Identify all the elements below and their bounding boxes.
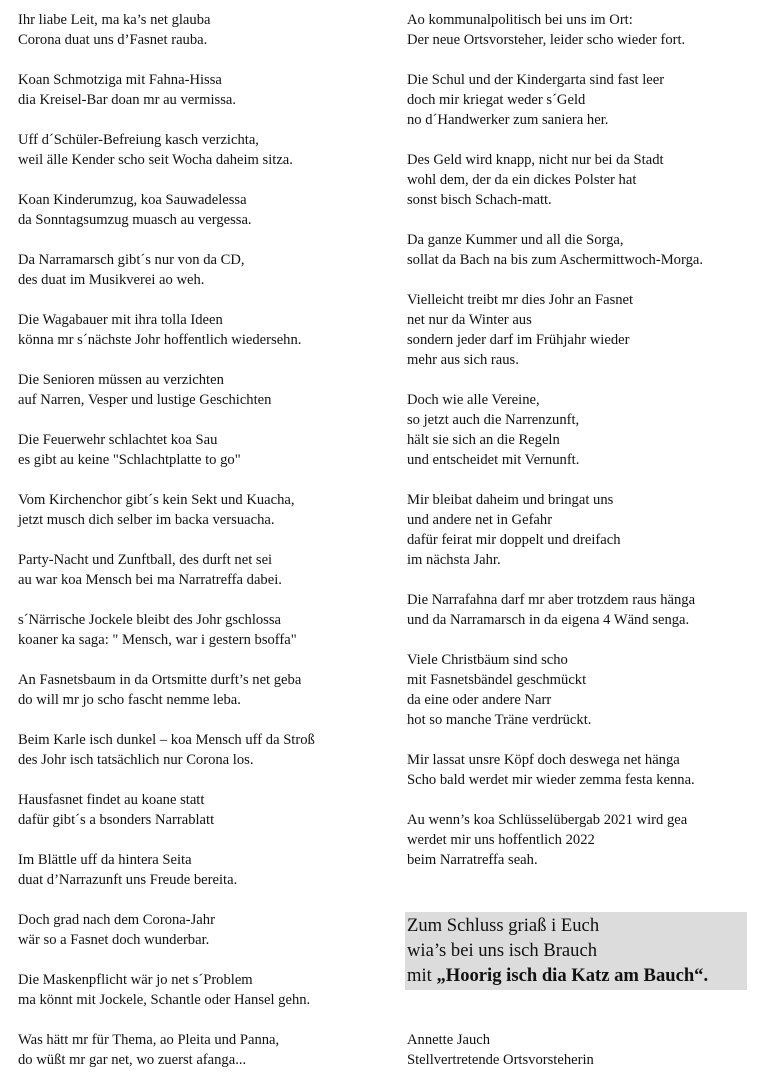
stanza <box>18 10 388 50</box>
stanza <box>18 310 388 350</box>
verse-line: Des Geld wird knapp, nicht nur bei da Stadt <box>407 152 664 168</box>
verse-line: Da ganze Kummer und all die Sorga, <box>407 232 624 248</box>
verse-line: jetzt musch dich selber im backa versuacha. <box>18 512 275 528</box>
verse-line: hält sie sich an die Regeln <box>407 432 560 448</box>
signature-title: Stellvertretende Ortsvorsteherin <box>407 1052 594 1068</box>
stanza <box>18 370 388 410</box>
verse-line: s´Närrische Jockele bleibt des Johr gschlossa <box>18 612 282 628</box>
verse-line: Doch grad nach dem Corona-Jahr <box>18 912 215 928</box>
stanza <box>18 250 388 290</box>
stanza <box>18 850 388 890</box>
verse-line: Mir bleibat daheim und bringat uns <box>407 492 614 508</box>
stanza <box>18 670 388 710</box>
verse-line: dafür gibt´s a bsonders Narrablatt <box>18 812 215 828</box>
verse-line: des Johr isch tatsächlich nur Corona los. <box>18 752 254 768</box>
right-column <box>407 10 769 890</box>
verse-line: koaner ka saga: " Mensch, war i gestern bsoffa" <box>18 632 297 648</box>
verse-line: und da Narramarsch in da eigena 4 Wänd senga. <box>407 612 690 628</box>
verse-line: sollat da Bach na bis zum Aschermittwoch-Morga. <box>407 252 704 268</box>
verse-line: do wüßt mr gar net, wo zuerst afanga... <box>18 1052 247 1068</box>
closing-line: wia’s bei uns isch Brauch <box>407 940 598 961</box>
verse-line: Au wenn’s koa Schlüsselübergab 2021 wird gea <box>407 812 688 828</box>
stanza <box>18 130 388 170</box>
verse-line: Party-Nacht und Zunftball, des durft net sei <box>18 552 273 568</box>
verse-line: no d´Handwerker zum saniera her. <box>407 112 609 128</box>
verse-line: Scho bald werdet mir wieder zemma festa kenna. <box>407 772 695 788</box>
verse-line: Da Narramarsch gibt´s nur von da CD, <box>18 252 245 268</box>
verse-line: auf Narren, Vesper und lustige Geschichten <box>18 392 272 408</box>
stanza <box>407 70 769 130</box>
closing-motto: „Hoorig isch dia Katz am Bauch“. <box>436 965 709 986</box>
verse-line: weil älle Kender scho seit Wocha daheim sitza. <box>18 152 293 168</box>
verse-line: Vielleicht treibt mr dies Johr an Fasnet <box>407 292 634 308</box>
verse-line: doch mir kriegat weder s´Geld <box>407 92 586 108</box>
verse-line: Beim Karle isch dunkel – koa Mensch uff da Stroß <box>18 732 315 748</box>
verse-line: mit Fasnetsbändel geschmückt <box>407 672 587 688</box>
verse-line: hot so manche Träne verdrückt. <box>407 712 592 728</box>
verse-line: Koan Schmotziga mit Fahna-Hissa <box>18 72 222 88</box>
closing-prefix: mit <box>407 965 437 986</box>
verse-line: Die Schul und der Kindergarta sind fast leer <box>407 72 665 88</box>
stanza <box>407 490 769 570</box>
stanza <box>407 290 769 370</box>
signature-block <box>407 1030 594 1070</box>
verse-line: des duat im Musikverei ao weh. <box>18 272 205 288</box>
verse-line: Was hätt mr für Thema, ao Pleita und Panna, <box>18 1032 280 1048</box>
verse-line: wär so a Fasnet doch wunderbar. <box>18 932 210 948</box>
stanza <box>18 70 388 110</box>
stanza <box>407 390 769 470</box>
stanza <box>18 970 388 1010</box>
stanza <box>407 230 769 270</box>
verse-line: Vom Kirchenchor gibt´s kein Sekt und Kuacha, <box>18 492 295 508</box>
verse-line: Ihr liabe Leit, ma ka’s net glauba <box>18 12 211 28</box>
verse-line: könna mr s´nächste Johr hoffentlich wiedersehn. <box>18 332 302 348</box>
verse-line: Die Feuerwehr schlachtet koa Sau <box>18 432 218 448</box>
verse-line: Corona duat uns d’Fasnet rauba. <box>18 32 208 48</box>
verse-line: do will mr jo scho fascht nemme leba. <box>18 692 241 708</box>
verse-line: Die Wagabauer mit ihra tolla Ideen <box>18 312 223 328</box>
stanza <box>407 10 769 50</box>
left-column <box>18 10 388 1090</box>
verse-line: Viele Christbäum sind scho <box>407 652 568 668</box>
stanza <box>407 750 769 790</box>
verse-line: au war koa Mensch bei ma Narratreffa dabei. <box>18 572 282 588</box>
stanza <box>18 190 388 230</box>
closing-line: Zum Schluss griaß i Euch <box>407 915 600 936</box>
verse-line: sondern jeder darf im Frühjahr wieder <box>407 332 630 348</box>
verse-line: und andere net in Gefahr <box>407 512 553 528</box>
stanza <box>18 550 388 590</box>
stanza <box>407 590 769 630</box>
stanza <box>18 490 388 530</box>
verse-line: Der neue Ortsvorsteher, leider scho wieder fort. <box>407 32 686 48</box>
verse-line: Mir lassat unsre Köpf doch deswega net hänga <box>407 752 680 768</box>
stanza <box>407 650 769 730</box>
verse-line: Hausfasnet findet au koane statt <box>18 792 205 808</box>
verse-line: net nur da Winter aus <box>407 312 532 328</box>
verse-line: An Fasnetsbaum in da Ortsmitte durft’s net geba <box>18 672 302 688</box>
verse-line: ma könnt mit Jockele, Schantle oder Hansel gehn. <box>18 992 311 1008</box>
verse-line: Uff d´Schüler-Befreiung kasch verzichta, <box>18 132 259 148</box>
verse-line: Die Maskenpflicht wär jo net s´Problem <box>18 972 253 988</box>
stanza <box>18 610 388 650</box>
verse-line: sonst bisch Schach-matt. <box>407 192 552 208</box>
verse-line: es gibt au keine "Schlachtplatte to go" <box>18 452 241 468</box>
verse-line: Koan Kinderumzug, koa Sauwadelessa <box>18 192 247 208</box>
stanza <box>407 150 769 210</box>
verse-line: und entscheidet mit Vernunft. <box>407 452 580 468</box>
verse-line: dafür feirat mir doppelt und dreifach <box>407 532 621 548</box>
verse-line: da eine oder andere Narr <box>407 692 552 708</box>
stanza <box>18 430 388 470</box>
verse-line: dia Kreisel-Bar doan mr au vermissa. <box>18 92 237 108</box>
signature-name: Annette Jauch <box>407 1032 491 1048</box>
verse-line: Im Blättle uff da hintera Seita <box>18 852 192 868</box>
verse-line: werdet mir uns hoffentlich 2022 <box>407 832 595 848</box>
closing-line <box>407 963 747 988</box>
stanza <box>18 910 388 950</box>
verse-line: Ao kommunalpolitisch bei uns im Ort: <box>407 12 633 28</box>
verse-line: mehr aus sich raus. <box>407 352 519 368</box>
verse-line: Die Narrafahna darf mr aber trotzdem raus hänga <box>407 592 696 608</box>
verse-line: Die Senioren müssen au verzichten <box>18 372 224 388</box>
verse-line: im nächsta Jahr. <box>407 552 501 568</box>
verse-line: duat d’Narrazunft uns Freude bereita. <box>18 872 238 888</box>
verse-line: wohl dem, der da ein dickes Polster hat <box>407 172 637 188</box>
verse-line: Doch wie alle Vereine, <box>407 392 540 408</box>
closing-highlight-box <box>405 912 747 990</box>
verse-line: so jetzt auch die Narrenzunft, <box>407 412 580 428</box>
stanza <box>18 730 388 770</box>
stanza <box>18 790 388 830</box>
verse-line: beim Narratreffa seah. <box>407 852 538 868</box>
stanza <box>18 1030 388 1070</box>
stanza <box>407 810 769 870</box>
verse-line: da Sonntagsumzug muasch au vergessa. <box>18 212 252 228</box>
